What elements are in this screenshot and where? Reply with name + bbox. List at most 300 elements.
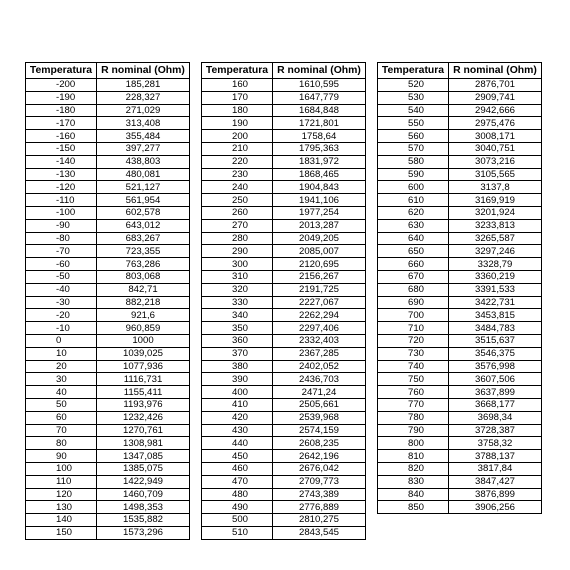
resistance-cell: 3668,177 [449, 398, 542, 411]
table-row [26, 283, 190, 296]
temperature-cell: 700 [378, 309, 449, 322]
resistance-cell: 185,281 [97, 79, 190, 92]
table-row [378, 360, 542, 373]
resistance-cell: 960,859 [97, 322, 190, 335]
temperature-cell: 140 [26, 514, 97, 527]
temperature-cell: 420 [202, 411, 273, 424]
table-row [26, 296, 190, 309]
temperature-cell: 120 [26, 488, 97, 501]
table-row [26, 450, 190, 463]
table-row [26, 168, 190, 181]
resistance-cell: 1904,843 [273, 181, 366, 194]
temperature-cell: 210 [202, 142, 273, 155]
resistance-cell: 3105,565 [449, 168, 542, 181]
temperature-cell: 670 [378, 270, 449, 283]
temperature-header: Temperatura [378, 63, 449, 79]
resistance-cell: 1795,363 [273, 142, 366, 155]
table-row [202, 322, 366, 335]
temperature-cell: -180 [26, 104, 97, 117]
table-row [378, 386, 542, 399]
table-row [202, 232, 366, 245]
resistance-cell: 3698,34 [449, 411, 542, 424]
temperature-cell: -130 [26, 168, 97, 181]
temperature-cell: 490 [202, 501, 273, 514]
temperature-cell: 160 [202, 79, 273, 92]
table-body [202, 79, 366, 540]
temperature-cell: 850 [378, 501, 449, 514]
temperature-cell: 570 [378, 142, 449, 155]
table-row [26, 514, 190, 527]
table-row [378, 501, 542, 514]
table-row [26, 386, 190, 399]
table-row [26, 424, 190, 437]
temperature-cell: 460 [202, 462, 273, 475]
resistance-cell: 3297,246 [449, 245, 542, 258]
table-row [202, 360, 366, 373]
temperature-cell: 60 [26, 411, 97, 424]
resistance-cell: 3137,8 [449, 181, 542, 194]
temperature-cell: -30 [26, 296, 97, 309]
resistance-cell: 602,578 [97, 206, 190, 219]
resistance-cell: 2909,741 [449, 91, 542, 104]
resistance-cell: 3422,731 [449, 296, 542, 309]
table-row [202, 450, 366, 463]
rtd-table-3 [377, 62, 542, 514]
resistance-cell: 3546,375 [449, 347, 542, 360]
resistance-cell: 2367,285 [273, 347, 366, 360]
table-row [202, 373, 366, 386]
temperature-cell: -140 [26, 155, 97, 168]
table-row [378, 322, 542, 335]
resistance-cell: 1039,025 [97, 347, 190, 360]
temperature-cell: 400 [202, 386, 273, 399]
header-row [378, 63, 542, 79]
resistance-cell: 1647,779 [273, 91, 366, 104]
rtd-table-1 [25, 62, 190, 540]
temperature-cell: 40 [26, 386, 97, 399]
temperature-cell: 840 [378, 488, 449, 501]
resistance-cell: 2709,773 [273, 475, 366, 488]
table-row [26, 258, 190, 271]
table-row [378, 168, 542, 181]
resistance-cell: 3360,219 [449, 270, 542, 283]
resistance-cell: 2156,267 [273, 270, 366, 283]
table-row [26, 347, 190, 360]
temperature-cell: 730 [378, 347, 449, 360]
table-row [202, 475, 366, 488]
temperature-cell: 300 [202, 258, 273, 271]
temperature-cell: 450 [202, 450, 273, 463]
resistance-cell: 2743,389 [273, 488, 366, 501]
resistance-cell: 2436,703 [273, 373, 366, 386]
temperature-cell: 820 [378, 462, 449, 475]
temperature-cell: 720 [378, 334, 449, 347]
resistance-cell: 3040,751 [449, 142, 542, 155]
table-row [378, 424, 542, 437]
table-row [378, 398, 542, 411]
temperature-cell: 220 [202, 155, 273, 168]
table-body [26, 79, 190, 540]
temperature-cell: -80 [26, 232, 97, 245]
table-row [26, 360, 190, 373]
table-row [378, 79, 542, 92]
temperature-cell: 610 [378, 194, 449, 207]
resistance-cell: 2402,052 [273, 360, 366, 373]
table-row [26, 194, 190, 207]
table-row [202, 91, 366, 104]
table-row [202, 514, 366, 527]
resistance-cell: 683,267 [97, 232, 190, 245]
table-row [202, 79, 366, 92]
table-row [26, 232, 190, 245]
table-row [202, 168, 366, 181]
temperature-cell: -40 [26, 283, 97, 296]
temperature-cell: 200 [202, 130, 273, 143]
table-row [202, 411, 366, 424]
temperature-cell: 790 [378, 424, 449, 437]
table-row [378, 181, 542, 194]
table-row [378, 309, 542, 322]
table-row [378, 91, 542, 104]
temperature-cell: 480 [202, 488, 273, 501]
resistance-cell: 3484,783 [449, 322, 542, 335]
table-row [378, 488, 542, 501]
resistance-cell: 1460,709 [97, 488, 190, 501]
temperature-cell: 10 [26, 347, 97, 360]
temperature-cell: 510 [202, 526, 273, 539]
resistance-cell: 3265,587 [449, 232, 542, 245]
temperature-cell: 310 [202, 270, 273, 283]
resistance-cell: 2049,205 [273, 232, 366, 245]
temperature-cell: 150 [26, 526, 97, 539]
table-row [378, 258, 542, 271]
temperature-header: Temperatura [202, 63, 273, 79]
resistance-cell: 1977,254 [273, 206, 366, 219]
table-row [378, 270, 542, 283]
resistance-cell: 1573,296 [97, 526, 190, 539]
temperature-cell: 630 [378, 219, 449, 232]
table-row [378, 219, 542, 232]
table-row [202, 347, 366, 360]
resistance-cell: 3788,137 [449, 450, 542, 463]
resistance-cell: 355,484 [97, 130, 190, 143]
temperature-cell: -60 [26, 258, 97, 271]
temperature-cell: 390 [202, 373, 273, 386]
table-row [202, 283, 366, 296]
resistance-cell: 1232,426 [97, 411, 190, 424]
table-row [26, 398, 190, 411]
temperature-cell: 370 [202, 347, 273, 360]
table-row [26, 411, 190, 424]
resistance-header: R nominal (Ohm) [449, 63, 542, 79]
header-row [26, 63, 190, 79]
resistance-cell: 1498,353 [97, 501, 190, 514]
resistance-cell: 643,012 [97, 219, 190, 232]
resistance-cell: 2975,476 [449, 117, 542, 130]
resistance-cell: 1721,801 [273, 117, 366, 130]
table-row [378, 117, 542, 130]
temperature-cell: 260 [202, 206, 273, 219]
temperature-cell: 760 [378, 386, 449, 399]
temperature-cell: 230 [202, 168, 273, 181]
temperature-cell: -20 [26, 309, 97, 322]
resistance-cell: 3576,998 [449, 360, 542, 373]
table-row [26, 488, 190, 501]
resistance-cell: 1422,949 [97, 475, 190, 488]
resistance-cell: 2676,042 [273, 462, 366, 475]
temperature-cell: 0 [26, 334, 97, 347]
table-row [202, 258, 366, 271]
temperature-cell: 600 [378, 181, 449, 194]
temperature-cell: 780 [378, 411, 449, 424]
resistance-cell: 2574,159 [273, 424, 366, 437]
resistance-cell: 397,277 [97, 142, 190, 155]
resistance-cell: 1831,972 [273, 155, 366, 168]
table-row [26, 117, 190, 130]
table-row [378, 142, 542, 155]
resistance-cell: 723,355 [97, 245, 190, 258]
resistance-cell: 2297,406 [273, 322, 366, 335]
resistance-cell: 3073,216 [449, 155, 542, 168]
temperature-cell: 560 [378, 130, 449, 143]
resistance-cell: 2332,403 [273, 334, 366, 347]
temperature-cell: 580 [378, 155, 449, 168]
resistance-cell: 3515,637 [449, 334, 542, 347]
resistance-cell: 1000 [97, 334, 190, 347]
table-row [26, 245, 190, 258]
table-row [202, 398, 366, 411]
table-row [202, 424, 366, 437]
resistance-cell: 3876,899 [449, 488, 542, 501]
table-row [378, 411, 542, 424]
temperature-cell: -110 [26, 194, 97, 207]
temperature-cell: 330 [202, 296, 273, 309]
table-row [26, 79, 190, 92]
resistance-cell: 3233,813 [449, 219, 542, 232]
temperature-cell: 430 [202, 424, 273, 437]
table-row [378, 206, 542, 219]
temperature-cell: 70 [26, 424, 97, 437]
temperature-cell: 810 [378, 450, 449, 463]
table-row [378, 334, 542, 347]
temperature-cell: 170 [202, 91, 273, 104]
temperature-cell: 740 [378, 360, 449, 373]
temperature-cell: 470 [202, 475, 273, 488]
table-row [378, 450, 542, 463]
resistance-cell: 3728,387 [449, 424, 542, 437]
resistance-cell: 2942,666 [449, 104, 542, 117]
header-row [202, 63, 366, 79]
table-row [202, 219, 366, 232]
resistance-cell: 2191,725 [273, 283, 366, 296]
resistance-cell: 3607,506 [449, 373, 542, 386]
temperature-cell: 130 [26, 501, 97, 514]
temperature-cell: 550 [378, 117, 449, 130]
resistance-cell: 1868,465 [273, 168, 366, 181]
temperature-cell: -120 [26, 181, 97, 194]
temperature-cell: 770 [378, 398, 449, 411]
table-row [378, 155, 542, 168]
table-row [378, 437, 542, 450]
table-row [26, 104, 190, 117]
table-row [202, 130, 366, 143]
resistance-cell: 3817,84 [449, 462, 542, 475]
resistance-cell: 763,286 [97, 258, 190, 271]
temperature-cell: 680 [378, 283, 449, 296]
rtd-table-2 [201, 62, 366, 540]
table-row [26, 475, 190, 488]
temperature-cell: -10 [26, 322, 97, 335]
temperature-cell: 50 [26, 398, 97, 411]
temperature-cell: 340 [202, 309, 273, 322]
table-row [26, 462, 190, 475]
temperature-cell: 640 [378, 232, 449, 245]
temperature-cell: 750 [378, 373, 449, 386]
table-row [26, 206, 190, 219]
resistance-cell: 480,081 [97, 168, 190, 181]
resistance-cell: 1077,936 [97, 360, 190, 373]
table-row [26, 309, 190, 322]
table-row [378, 462, 542, 475]
table-row [202, 309, 366, 322]
table-row [202, 526, 366, 539]
temperature-cell: -170 [26, 117, 97, 130]
table-row [26, 130, 190, 143]
table-row [202, 155, 366, 168]
temperature-cell: -190 [26, 91, 97, 104]
table-row [26, 91, 190, 104]
resistance-cell: 3391,533 [449, 283, 542, 296]
table-row [202, 104, 366, 117]
temperature-cell: -90 [26, 219, 97, 232]
resistance-cell: 228,327 [97, 91, 190, 104]
temperature-cell: -100 [26, 206, 97, 219]
resistance-cell: 438,803 [97, 155, 190, 168]
temperature-cell: 380 [202, 360, 273, 373]
temperature-cell: 620 [378, 206, 449, 219]
table-row [26, 501, 190, 514]
resistance-cell: 2642,196 [273, 450, 366, 463]
table-row [202, 501, 366, 514]
resistance-cell: 521,127 [97, 181, 190, 194]
temperature-cell: 710 [378, 322, 449, 335]
temperature-cell: 320 [202, 283, 273, 296]
table-row [26, 181, 190, 194]
temperature-cell: 520 [378, 79, 449, 92]
temperature-cell: 660 [378, 258, 449, 271]
temperature-cell: 410 [202, 398, 273, 411]
resistance-cell: 3906,256 [449, 501, 542, 514]
temperature-cell: 650 [378, 245, 449, 258]
temperature-cell: -160 [26, 130, 97, 143]
resistance-cell: 1308,981 [97, 437, 190, 450]
resistance-cell: 3847,427 [449, 475, 542, 488]
temperature-cell: -70 [26, 245, 97, 258]
resistance-cell: 1758,64 [273, 130, 366, 143]
table-row [202, 117, 366, 130]
table-row [202, 488, 366, 501]
table-row [378, 130, 542, 143]
resistance-cell: 921,6 [97, 309, 190, 322]
resistance-cell: 3453,815 [449, 309, 542, 322]
resistance-cell: 842,71 [97, 283, 190, 296]
temperature-cell: 100 [26, 462, 97, 475]
temperature-cell: 530 [378, 91, 449, 104]
table-row [26, 142, 190, 155]
resistance-cell: 1610,595 [273, 79, 366, 92]
table-row [202, 181, 366, 194]
resistance-cell: 2505,661 [273, 398, 366, 411]
table-row [378, 232, 542, 245]
temperature-cell: 590 [378, 168, 449, 181]
resistance-cell: 1535,882 [97, 514, 190, 527]
resistance-cell: 2013,287 [273, 219, 366, 232]
table-row [26, 219, 190, 232]
temperature-cell: 110 [26, 475, 97, 488]
temperature-cell: 80 [26, 437, 97, 450]
table-row [378, 283, 542, 296]
table-row [202, 142, 366, 155]
table-row [26, 322, 190, 335]
table-row [378, 373, 542, 386]
table-row [202, 245, 366, 258]
table-row [202, 462, 366, 475]
temperature-cell: 360 [202, 334, 273, 347]
temperature-cell: 830 [378, 475, 449, 488]
temperature-header: Temperatura [26, 63, 97, 79]
resistance-header: R nominal (Ohm) [273, 63, 366, 79]
temperature-cell: 180 [202, 104, 273, 117]
table-row [202, 386, 366, 399]
resistance-cell: 1941,106 [273, 194, 366, 207]
resistance-cell: 2120,695 [273, 258, 366, 271]
resistance-cell: 2608,235 [273, 437, 366, 450]
table-row [202, 437, 366, 450]
resistance-cell: 3637,899 [449, 386, 542, 399]
temperature-cell: 500 [202, 514, 273, 527]
resistance-cell: 803,068 [97, 270, 190, 283]
temperature-cell: 90 [26, 450, 97, 463]
resistance-cell: 3008,171 [449, 130, 542, 143]
resistance-cell: 1193,976 [97, 398, 190, 411]
temperature-cell: 280 [202, 232, 273, 245]
temperature-cell: 270 [202, 219, 273, 232]
resistance-cell: 1684,848 [273, 104, 366, 117]
table-row [202, 334, 366, 347]
resistance-cell: 3201,924 [449, 206, 542, 219]
resistance-cell: 2539,968 [273, 411, 366, 424]
table-body [378, 79, 542, 514]
table-row [26, 373, 190, 386]
table-row [26, 155, 190, 168]
table-row [202, 194, 366, 207]
table-row [378, 296, 542, 309]
temperature-cell: 290 [202, 245, 273, 258]
table-row [378, 194, 542, 207]
resistance-cell: 1116,731 [97, 373, 190, 386]
table-row [202, 296, 366, 309]
table-row [202, 270, 366, 283]
temperature-cell: 690 [378, 296, 449, 309]
table-row [26, 526, 190, 539]
temperature-cell: 20 [26, 360, 97, 373]
resistance-cell: 2262,294 [273, 309, 366, 322]
temperature-cell: 440 [202, 437, 273, 450]
temperature-cell: -200 [26, 79, 97, 92]
resistance-cell: 1385,075 [97, 462, 190, 475]
resistance-cell: 3328,79 [449, 258, 542, 271]
resistance-cell: 2471,24 [273, 386, 366, 399]
